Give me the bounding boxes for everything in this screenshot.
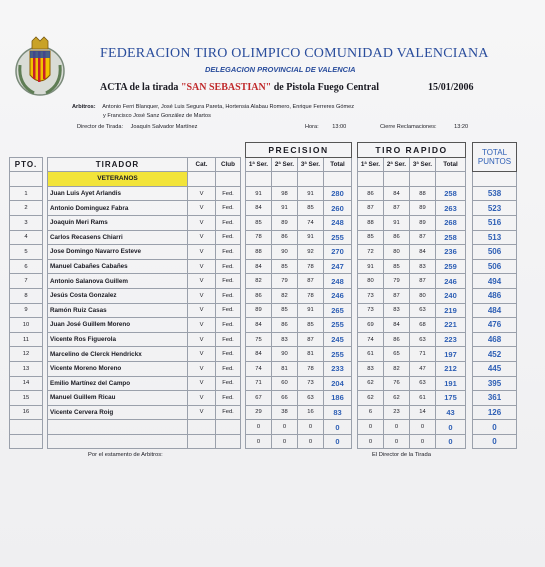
cell-name: Antonio Dominguez Fabra	[48, 201, 188, 216]
cell-p3: 78	[298, 259, 324, 274]
cell-club: Fed.	[216, 405, 241, 420]
director-label: Director de Tirada:	[77, 124, 124, 130]
cell-p2: 66	[272, 391, 298, 406]
cell-p1: 78	[246, 230, 272, 245]
director-name: Joaquín Salvador Martínez	[130, 124, 198, 130]
table-row	[10, 347, 517, 362]
cell-p3: 87	[298, 274, 324, 289]
cell-t3: 68	[410, 318, 436, 333]
hora-line	[305, 124, 346, 130]
event-date: 15/01/2006	[428, 82, 474, 93]
cell-pto: 12	[10, 347, 43, 362]
cell-cat: V	[188, 391, 216, 406]
cell-p2: 85	[272, 259, 298, 274]
cell-cat: V	[188, 215, 216, 230]
cell-p1: 67	[246, 391, 272, 406]
cell-tt: 246	[436, 274, 466, 289]
cell-total: 476	[473, 318, 517, 333]
cell-pt: 260	[324, 201, 352, 216]
arbitros-line-2: y Francisco José Sanz González de Martos	[103, 113, 211, 119]
cell-tt: 223	[436, 332, 466, 347]
total-puntos-header-1: TOTAL	[481, 148, 508, 158]
cell-club: Fed.	[216, 230, 241, 245]
table-row	[10, 201, 517, 216]
hora-label: Hora:	[305, 124, 319, 130]
table-row	[10, 391, 517, 406]
cell-t3: 71	[410, 347, 436, 362]
header-precision-s3: 3ª Ser.	[298, 157, 324, 172]
cell-p1: 29	[246, 405, 272, 420]
cell-name: Manuel Cabañes Cabañes	[48, 259, 188, 274]
cell-total: 445	[473, 361, 517, 376]
cell-pto: 16	[10, 405, 43, 420]
cell-p1: 89	[246, 303, 272, 318]
cell-cat: V	[188, 245, 216, 260]
cell-t3: 87	[410, 274, 436, 289]
table-row	[10, 215, 517, 230]
cell-p1: 88	[246, 245, 272, 260]
header-pto: PTO.	[10, 157, 43, 172]
cell-p2: 90	[272, 245, 298, 260]
cell-tt: 0	[436, 420, 466, 435]
cell-club	[216, 434, 241, 449]
cell-cat: V	[188, 347, 216, 362]
cell-cat: V	[188, 318, 216, 333]
cell-club: Fed.	[216, 201, 241, 216]
cell-cat	[188, 434, 216, 449]
cell-p1: 84	[246, 201, 272, 216]
cell-p1: 84	[246, 259, 272, 274]
table-row	[10, 405, 517, 420]
cell-name: Marcelino de Clerck Hendrickx	[48, 347, 188, 362]
cell-club: Fed.	[216, 376, 241, 391]
cell-p3: 78	[298, 288, 324, 303]
header-precision-s2: 2ª Ser.	[272, 157, 298, 172]
cell-t2: 23	[384, 405, 410, 420]
header-precision-total: Total	[324, 157, 352, 172]
cell-cat: V	[188, 201, 216, 216]
cell-tt: 219	[436, 303, 466, 318]
cell-name: Vicente Moreno Moreno	[48, 361, 188, 376]
cell-pto	[10, 434, 43, 449]
cell-pt: 280	[324, 186, 352, 201]
cell-t2: 86	[384, 230, 410, 245]
cell-name: Vicente Ros Figuerola	[48, 332, 188, 347]
cell-t1: 88	[358, 215, 384, 230]
cell-t2: 83	[384, 303, 410, 318]
cell-p1: 85	[246, 215, 272, 230]
cell-name: Manuel Guillem Ricau	[48, 391, 188, 406]
cell-t3: 89	[410, 215, 436, 230]
cell-club: Fed.	[216, 391, 241, 406]
cell-p3: 73	[298, 376, 324, 391]
cell-name: Ramón Ruiz Casas	[48, 303, 188, 318]
cell-t1: 91	[358, 259, 384, 274]
cell-total: 361	[473, 391, 517, 406]
cell-name: Carlos Recasens Chiarri	[48, 230, 188, 245]
cell-pt: 246	[324, 288, 352, 303]
arbitros-label: Arbitros:	[72, 104, 96, 110]
table-row	[10, 420, 517, 435]
cell-p1: 0	[246, 434, 272, 449]
cell-tt: 236	[436, 245, 466, 260]
cell-pto: 1	[10, 186, 43, 201]
cell-p3: 0	[298, 420, 324, 435]
cell-t1: 69	[358, 318, 384, 333]
cell-name: Vicente Cervera Roig	[48, 405, 188, 420]
cell-cat: V	[188, 405, 216, 420]
cell-total: 523	[473, 201, 517, 216]
cell-pt: 265	[324, 303, 352, 318]
cell-t1: 72	[358, 245, 384, 260]
cell-p2: 83	[272, 332, 298, 347]
total-puntos-header	[473, 143, 517, 172]
cell-club: Fed.	[216, 274, 241, 289]
event-name: "SAN SEBASTIAN"	[180, 82, 272, 93]
cell-club: Fed.	[216, 186, 241, 201]
cell-t3: 88	[410, 186, 436, 201]
cell-pt: 270	[324, 245, 352, 260]
cell-p2: 81	[272, 361, 298, 376]
cell-t2: 87	[384, 201, 410, 216]
cell-cat: V	[188, 376, 216, 391]
table-row	[10, 245, 517, 260]
cell-t3: 87	[410, 230, 436, 245]
table-row	[10, 274, 517, 289]
cell-t3: 63	[410, 376, 436, 391]
cell-pto: 15	[10, 391, 43, 406]
acta-prefix: ACTA de la tirada	[100, 82, 179, 93]
cell-club: Fed.	[216, 361, 241, 376]
cell-pto: 13	[10, 361, 43, 376]
cell-club: Fed.	[216, 318, 241, 333]
cell-pto: 10	[10, 318, 43, 333]
cell-cat: V	[188, 361, 216, 376]
cell-t3: 14	[410, 405, 436, 420]
cell-pto: 3	[10, 215, 43, 230]
cell-pto: 4	[10, 230, 43, 245]
cell-total: 484	[473, 303, 517, 318]
cell-cat: V	[188, 230, 216, 245]
cell-pto: 5	[10, 245, 43, 260]
cell-tt: 212	[436, 361, 466, 376]
cell-total: 0	[473, 420, 517, 435]
cell-p3: 74	[298, 215, 324, 230]
cell-pt: 186	[324, 391, 352, 406]
cell-t3: 89	[410, 201, 436, 216]
category-label: VETERANOS	[48, 172, 188, 187]
cell-t1: 83	[358, 361, 384, 376]
cell-t3: 83	[410, 259, 436, 274]
cell-pto: 2	[10, 201, 43, 216]
cell-total: 513	[473, 230, 517, 245]
cell-name: Emilio Martínez del Campo	[48, 376, 188, 391]
cell-p3: 91	[298, 186, 324, 201]
acta-title	[100, 82, 379, 93]
cell-t2: 91	[384, 215, 410, 230]
cell-tt: 258	[436, 186, 466, 201]
cell-pto: 8	[10, 288, 43, 303]
cell-club: Fed.	[216, 215, 241, 230]
cell-name: Jesús Costa Gonzalez	[48, 288, 188, 303]
section-title-row	[10, 143, 517, 158]
cell-pt: 255	[324, 230, 352, 245]
cell-pt: 204	[324, 376, 352, 391]
federation-crest-logo	[14, 35, 66, 97]
cell-tt: 0	[436, 434, 466, 449]
cell-p1: 84	[246, 347, 272, 362]
cell-t3: 61	[410, 391, 436, 406]
cell-total: 452	[473, 347, 517, 362]
cell-p3: 16	[298, 405, 324, 420]
header-tirador: TIRADOR	[48, 157, 188, 172]
cell-total: 538	[473, 186, 517, 201]
cell-total: 506	[473, 245, 517, 260]
cell-t1: 0	[358, 434, 384, 449]
cierre-value: 13:20	[454, 124, 469, 130]
cell-t2: 80	[384, 245, 410, 260]
cell-pto	[10, 420, 43, 435]
cell-p1: 82	[246, 274, 272, 289]
header-tiro-s2: 2ª Ser.	[384, 157, 410, 172]
cell-name: Joaquín Meri Rams	[48, 215, 188, 230]
director-line	[77, 124, 197, 130]
cell-t2: 84	[384, 318, 410, 333]
cell-t1: 87	[358, 201, 384, 216]
cell-club: Fed.	[216, 245, 241, 260]
cell-club: Fed.	[216, 347, 241, 362]
cell-p2: 90	[272, 347, 298, 362]
cell-t2: 76	[384, 376, 410, 391]
cell-pt: 247	[324, 259, 352, 274]
cell-p3: 85	[298, 201, 324, 216]
cell-p2: 91	[272, 201, 298, 216]
cell-p2: 38	[272, 405, 298, 420]
cell-p1: 0	[246, 420, 272, 435]
cell-pt: 0	[324, 434, 352, 449]
table-row	[10, 259, 517, 274]
table-row	[10, 376, 517, 391]
cell-pt: 233	[324, 361, 352, 376]
cell-pto: 9	[10, 303, 43, 318]
cell-p3: 78	[298, 361, 324, 376]
cell-t3: 84	[410, 245, 436, 260]
cell-name	[48, 434, 188, 449]
cell-total: 0	[473, 434, 517, 449]
cierre-line	[380, 124, 468, 130]
tiro-rapido-title: TIRO RAPIDO	[358, 143, 466, 158]
cell-tt: 263	[436, 201, 466, 216]
table-row	[10, 318, 517, 333]
cell-total: 506	[473, 259, 517, 274]
footer-director-signature: El Director de la Tirada	[372, 452, 431, 458]
table-row	[10, 303, 517, 318]
cell-club: Fed.	[216, 303, 241, 318]
cell-p1: 84	[246, 318, 272, 333]
cell-p3: 92	[298, 245, 324, 260]
cell-p3: 91	[298, 303, 324, 318]
cell-t3: 47	[410, 361, 436, 376]
cell-p3: 85	[298, 318, 324, 333]
cell-t2: 65	[384, 347, 410, 362]
cell-p2: 86	[272, 230, 298, 245]
header-tiro-s3: 3ª Ser.	[410, 157, 436, 172]
table-row	[10, 186, 517, 201]
cell-t2: 85	[384, 259, 410, 274]
cell-pto: 11	[10, 332, 43, 347]
delegation-subtitle: DELEGACION PROVINCIAL DE VALENCIA	[205, 65, 356, 74]
table-row	[10, 361, 517, 376]
footer-arbitros-signature: Por el estamento de Arbitros:	[88, 452, 163, 458]
hora-value: 13:00	[332, 124, 347, 130]
cell-t2: 84	[384, 186, 410, 201]
cell-cat: V	[188, 332, 216, 347]
cell-name: Juan Luis Ayet Arlandis	[48, 186, 188, 201]
cell-p1: 91	[246, 186, 272, 201]
cell-p1: 74	[246, 361, 272, 376]
cell-t1: 74	[358, 332, 384, 347]
table-row	[10, 332, 517, 347]
cell-p2: 85	[272, 303, 298, 318]
table-row	[10, 230, 517, 245]
cell-t2: 86	[384, 332, 410, 347]
cell-p2: 86	[272, 318, 298, 333]
cell-t1: 0	[358, 420, 384, 435]
cell-pto: 14	[10, 376, 43, 391]
cell-t1: 73	[358, 288, 384, 303]
federation-title: FEDERACION TIRO OLIMPICO COMUNIDAD VALENCIANA	[100, 46, 489, 61]
cell-pt: 0	[324, 420, 352, 435]
cell-cat: V	[188, 288, 216, 303]
cell-p2: 79	[272, 274, 298, 289]
cell-p1: 75	[246, 332, 272, 347]
cell-p3: 81	[298, 347, 324, 362]
cell-pt: 83	[324, 405, 352, 420]
cell-p3: 63	[298, 391, 324, 406]
cell-total: 516	[473, 215, 517, 230]
cell-tt: 43	[436, 405, 466, 420]
cell-t2: 0	[384, 420, 410, 435]
cell-club	[216, 420, 241, 435]
cell-pt: 248	[324, 215, 352, 230]
cell-total: 468	[473, 332, 517, 347]
cell-pto: 7	[10, 274, 43, 289]
cell-t1: 86	[358, 186, 384, 201]
cell-t3: 0	[410, 434, 436, 449]
table-row	[10, 288, 517, 303]
cell-name: Jose Domingo Navarro Esteve	[48, 245, 188, 260]
cell-t2: 79	[384, 274, 410, 289]
cell-pt: 255	[324, 347, 352, 362]
cell-cat: V	[188, 274, 216, 289]
cell-name	[48, 420, 188, 435]
cell-t2: 82	[384, 361, 410, 376]
cell-tt: 197	[436, 347, 466, 362]
cell-t3: 63	[410, 303, 436, 318]
cell-tt: 258	[436, 230, 466, 245]
acta-suffix: de Pistola Fuego Central	[273, 82, 380, 93]
cell-tt: 259	[436, 259, 466, 274]
cell-p2: 0	[272, 434, 298, 449]
cell-total: 494	[473, 274, 517, 289]
cell-club: Fed.	[216, 288, 241, 303]
cell-t1: 61	[358, 347, 384, 362]
cell-tt: 221	[436, 318, 466, 333]
cell-t1: 62	[358, 376, 384, 391]
cell-name: Antonio Salanova Guillem	[48, 274, 188, 289]
cell-tt: 240	[436, 288, 466, 303]
cell-tt: 268	[436, 215, 466, 230]
cell-t3: 63	[410, 332, 436, 347]
cell-total: 126	[473, 405, 517, 420]
cell-p1: 86	[246, 288, 272, 303]
arbitros-line-1	[72, 104, 354, 110]
cell-tt: 191	[436, 376, 466, 391]
cell-club: Fed.	[216, 259, 241, 274]
arbitros-names: Antonio Ferri Blanquer, José Luis Segura Pareta, Hortensia Alabau Romero, Enrique Ferreres Gómez	[102, 104, 355, 110]
column-header-row	[10, 157, 517, 172]
table-row	[10, 434, 517, 449]
cell-t3: 80	[410, 288, 436, 303]
cell-p2: 98	[272, 186, 298, 201]
header-club: Club	[216, 157, 241, 172]
cell-t1: 85	[358, 230, 384, 245]
header-tiro-s1: 1ª Ser.	[358, 157, 384, 172]
header-cat: Cat.	[188, 157, 216, 172]
cell-p2: 0	[272, 420, 298, 435]
cell-p3: 91	[298, 230, 324, 245]
cell-t2: 0	[384, 434, 410, 449]
cell-p1: 71	[246, 376, 272, 391]
cell-p2: 89	[272, 215, 298, 230]
cell-p2: 82	[272, 288, 298, 303]
cell-t1: 62	[358, 391, 384, 406]
cell-t1: 73	[358, 303, 384, 318]
cell-t1: 6	[358, 405, 384, 420]
cell-pt: 248	[324, 274, 352, 289]
precision-title: PRECISION	[246, 143, 352, 158]
cell-t1: 80	[358, 274, 384, 289]
cierre-label: Cierre Reclamaciones:	[380, 124, 437, 130]
cell-p3: 0	[298, 434, 324, 449]
cell-pt: 255	[324, 318, 352, 333]
cell-t2: 62	[384, 391, 410, 406]
cell-t2: 87	[384, 288, 410, 303]
cell-club: Fed.	[216, 332, 241, 347]
category-row	[10, 172, 517, 187]
cell-cat: V	[188, 303, 216, 318]
cell-total: 395	[473, 376, 517, 391]
header-precision-s1: 1ª Ser.	[246, 157, 272, 172]
header-tiro-total: Total	[436, 157, 466, 172]
cell-p3: 87	[298, 332, 324, 347]
cell-total: 486	[473, 288, 517, 303]
cell-pto: 6	[10, 259, 43, 274]
cell-pt: 245	[324, 332, 352, 347]
results-table	[9, 142, 517, 449]
cell-cat: V	[188, 259, 216, 274]
total-puntos-header-2: PUNTOS	[477, 157, 512, 167]
cell-p2: 60	[272, 376, 298, 391]
cell-cat: V	[188, 186, 216, 201]
cell-cat	[188, 420, 216, 435]
cell-name: Juan José Guillem Moreno	[48, 318, 188, 333]
cell-tt: 175	[436, 391, 466, 406]
cell-t3: 0	[410, 420, 436, 435]
results-table-body	[10, 143, 517, 449]
